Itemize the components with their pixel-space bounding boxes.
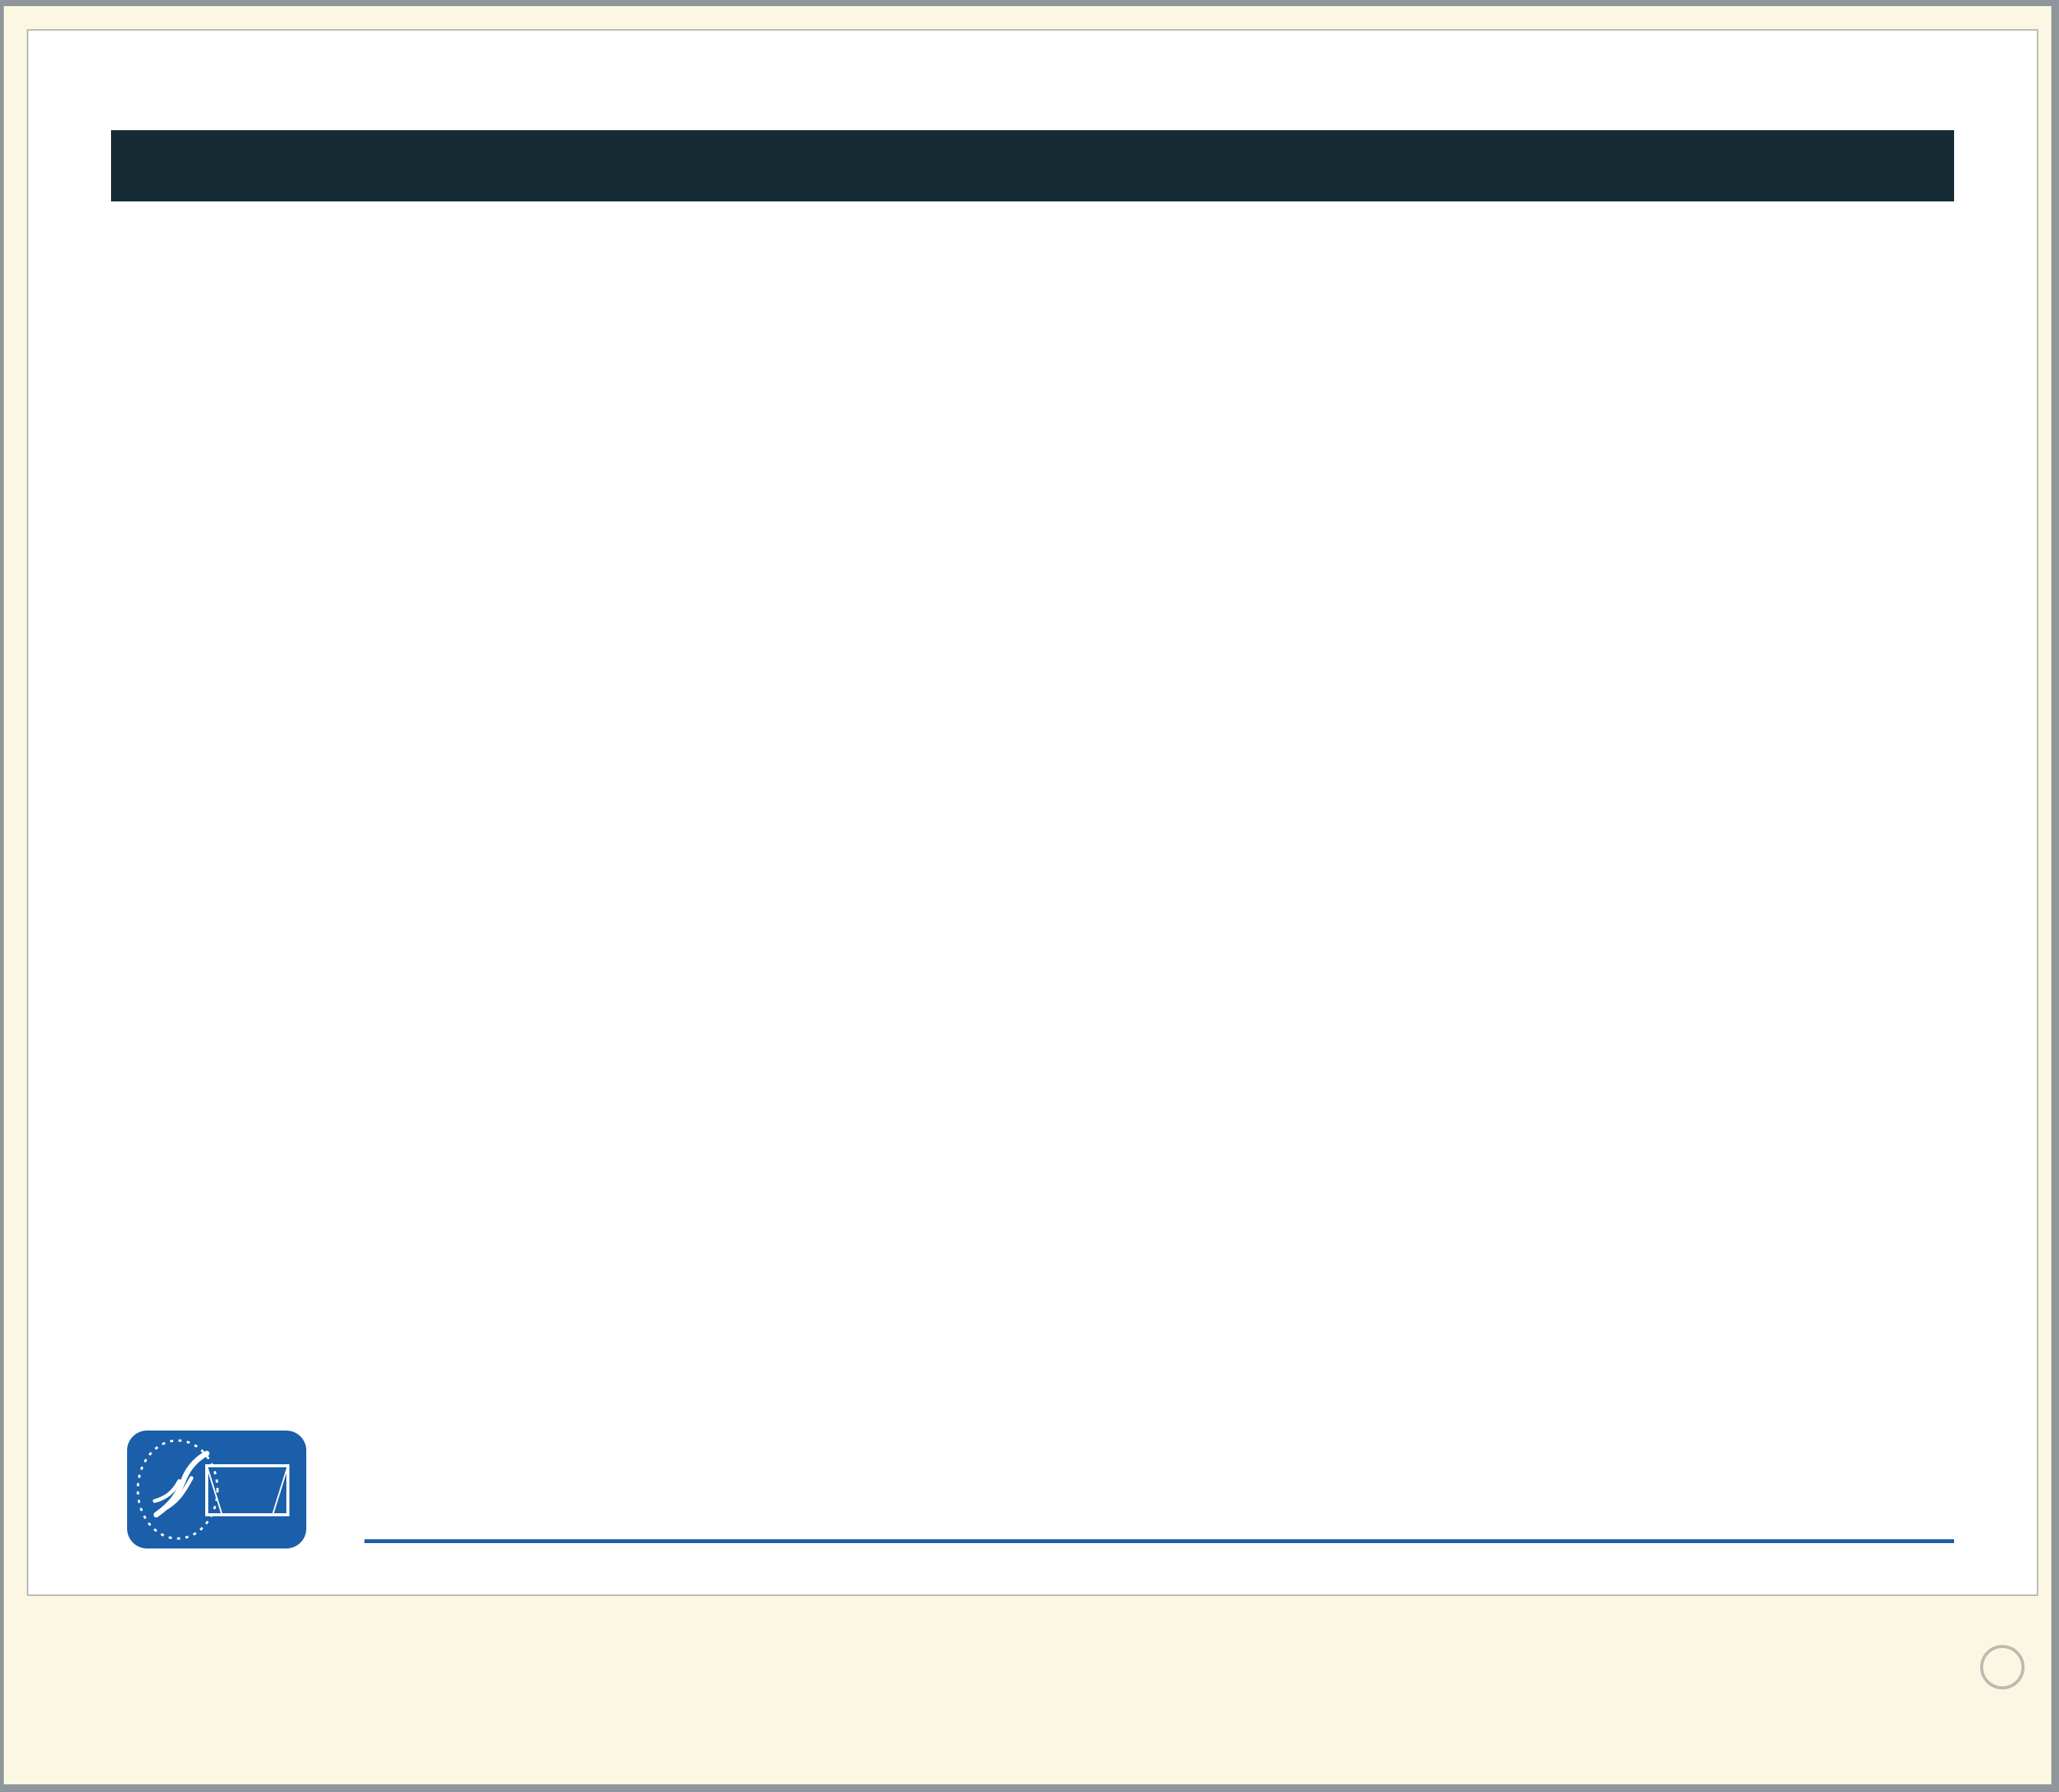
figure-card: [27, 29, 2038, 1596]
cdc-logo: [127, 1431, 306, 1548]
nejm-wordmark: [1980, 1645, 2025, 1689]
hhs-eagle-icon: [156, 1454, 207, 1515]
nejm-circle-n-icon: [1980, 1645, 2025, 1689]
header-vaccine-column: [111, 130, 462, 201]
canvas-background: [4, 6, 2051, 1784]
footer-rule: [364, 1539, 1954, 1543]
nejm-journal-watch-logo: [1980, 1645, 2025, 1689]
table-header: [111, 130, 1954, 201]
